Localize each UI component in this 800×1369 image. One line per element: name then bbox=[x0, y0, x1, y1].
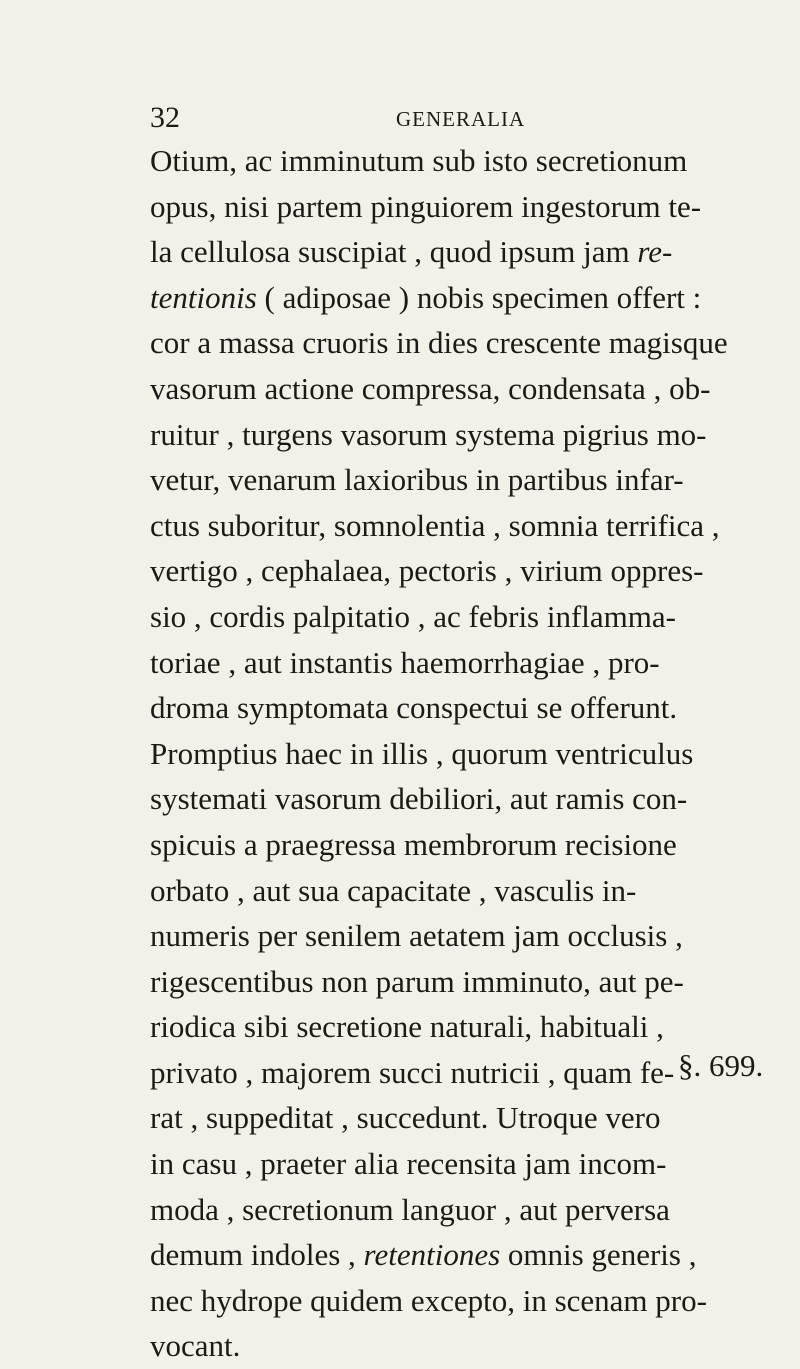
text-run: Otium, ac imminutum sub isto secretionum bbox=[150, 143, 688, 178]
text-run: vasorum actione compressa, condensata , ob- bbox=[150, 370, 711, 406]
text-line bbox=[150, 1232, 790, 1278]
text-line bbox=[150, 1278, 790, 1324]
text-run: numeris per senilem aetatem jam occlusis , bbox=[150, 918, 683, 954]
text-line bbox=[150, 275, 790, 321]
running-head: GENERALIA bbox=[396, 107, 526, 131]
text-line bbox=[150, 1095, 790, 1141]
text-run: demum indoles , bbox=[150, 1237, 364, 1273]
text-line bbox=[150, 776, 790, 822]
text-run: nec hydrope quidem excepto, in scenam pro- bbox=[150, 1282, 707, 1318]
italic-text: retentiones bbox=[363, 1237, 501, 1273]
text-line bbox=[150, 1187, 790, 1233]
text-run: riodica sibi secretione naturali, habituali , bbox=[150, 1009, 664, 1045]
text-run: rigescentibus non parum imminuto, aut pe- bbox=[150, 963, 684, 999]
text-run: droma symptomata conspectui se offerunt. bbox=[150, 690, 678, 726]
text-line bbox=[150, 138, 790, 184]
text-run: spicuis a praegressa membrorum recisione bbox=[150, 826, 677, 862]
text-line bbox=[150, 1323, 790, 1369]
text-run: in casu , praeter alia recensita jam incom- bbox=[150, 1146, 667, 1182]
text-run: opus, nisi partem pinguiorem ingestorum te- bbox=[150, 188, 702, 224]
text-line bbox=[150, 366, 790, 412]
page-header bbox=[150, 100, 750, 136]
text-line bbox=[150, 503, 790, 549]
text-run: la cellulosa suscipiat , quod ipsum jam bbox=[150, 234, 638, 270]
text-run: rat , suppeditat , succedunt. Utroque vero bbox=[150, 1100, 661, 1136]
text-line bbox=[150, 457, 790, 503]
text-line bbox=[150, 685, 790, 731]
italic-text: tentionis bbox=[150, 279, 257, 315]
text-line bbox=[150, 822, 790, 868]
text-line bbox=[150, 594, 790, 640]
text-run: sio , cordis palpitatio , ac febris inflamma- bbox=[150, 598, 676, 634]
text-line bbox=[150, 320, 790, 366]
text-run: systemati vasorum debiliori, aut ramis con- bbox=[150, 781, 688, 817]
text-run: vocant. bbox=[150, 1328, 241, 1364]
text-line bbox=[150, 548, 790, 594]
text-line bbox=[150, 913, 790, 959]
italic-text: re- bbox=[637, 234, 673, 270]
text-run: vetur, venarum laxioribus in partibus infar- bbox=[150, 462, 684, 498]
text-run: ctus suboritur, somnolentia , somnia terrifica , bbox=[150, 507, 720, 543]
text-run: toriae , aut instantis haemorrhagiae , pro- bbox=[150, 644, 660, 680]
text-run: ( adiposae ) nobis specimen offert : bbox=[256, 279, 702, 315]
text-line bbox=[150, 868, 790, 914]
text-run: moda , secretionum languor , aut perversa bbox=[150, 1191, 670, 1227]
text-run: privato , majorem succi nutricii , quam fe- bbox=[150, 1054, 675, 1090]
text-run: orbato , aut sua capacitate , vasculis in- bbox=[150, 872, 637, 908]
text-line bbox=[150, 1141, 790, 1187]
text-line bbox=[150, 412, 790, 458]
catchword: §. 699. bbox=[678, 1048, 764, 1083]
text-run: ruitur , turgens vasorum systema pigrius mo- bbox=[150, 416, 707, 452]
page-number: 32 bbox=[150, 101, 180, 134]
body-text bbox=[150, 138, 790, 1369]
text-run: omnis generis , bbox=[500, 1237, 697, 1273]
text-run: Promptius haec in illis , quorum ventriculus bbox=[150, 735, 694, 771]
text-run: vertigo , cephalaea, pectoris , virium oppres- bbox=[150, 553, 704, 589]
text-line bbox=[150, 640, 790, 686]
text-run: cor a massa cruoris in dies crescente magisque bbox=[150, 325, 728, 361]
text-line bbox=[150, 959, 790, 1005]
text-line bbox=[150, 731, 790, 777]
text-line bbox=[150, 184, 790, 230]
text-line bbox=[150, 229, 790, 275]
